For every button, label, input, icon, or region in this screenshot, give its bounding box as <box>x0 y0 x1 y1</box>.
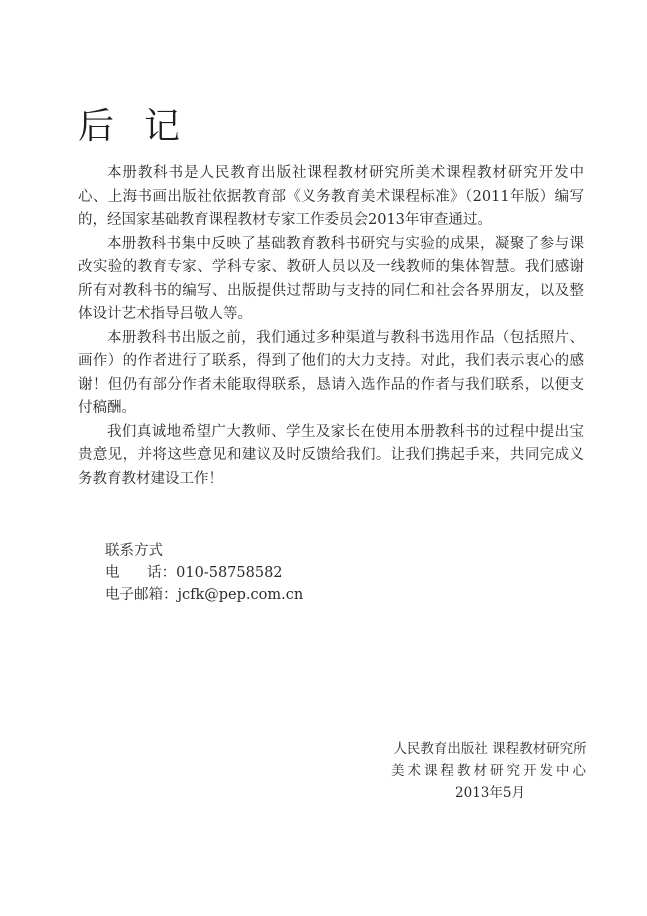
page-title: 后记 <box>78 106 211 148</box>
paragraph-authors: 本册教科书出版之前，我们通过多种渠道与教科书选用作品（包括照片、画作）的作者进行了联系，得到了他们的大力支持。对此，我们表示衷心的感谢！但仍有部分作者未能取得联系，恳请入选作品的作者与我们联系，以便支付稿酬。 <box>78 329 584 416</box>
contact-email: 电子邮箱：jcfk@pep.com.cn <box>105 587 304 603</box>
paragraph-approval: 本册教科书是人民教育出版社课程教材研究所美术课程教材研究开发中心、上海书画出版社依据教育部《义务教育美术课程标准》（2011年版）编写的，经国家基础教育课程教材专家工作委员会2013年审查通过。 <box>78 165 584 228</box>
afterword-body <box>78 162 584 491</box>
signature-center: 美术课程教材研究开发中心 <box>391 763 589 779</box>
paragraph-acknowledgement: 本册教科书集中反映了基础教育教科书研究与实验的成果，凝聚了参与课改实验的教育专家、学科专家、教研人员以及一线教师的集体智慧。我们感谢所有对教科书的编写、出版提供过帮助与支持的同仁和社会各界朋友，以及整体设计艺术指导吕敬人等。 <box>78 235 584 322</box>
signature-publisher: 人民教育出版社 课程教材研究所 <box>393 741 587 757</box>
signature-date: 2013年5月 <box>455 785 525 801</box>
contact-heading: 联系方式 <box>105 543 163 559</box>
paragraph-feedback: 我们真诚地希望广大教师、学生及家长在使用本册教科书的过程中提出宝贵意见，并将这些意见和建议及时反馈给我们。让我们携起手来，共同完成义务教育教材建设工作！ <box>78 423 584 487</box>
signature-block <box>380 738 600 804</box>
contact-info <box>105 540 303 606</box>
contact-phone: 电 话：010-58758582 <box>105 565 283 581</box>
